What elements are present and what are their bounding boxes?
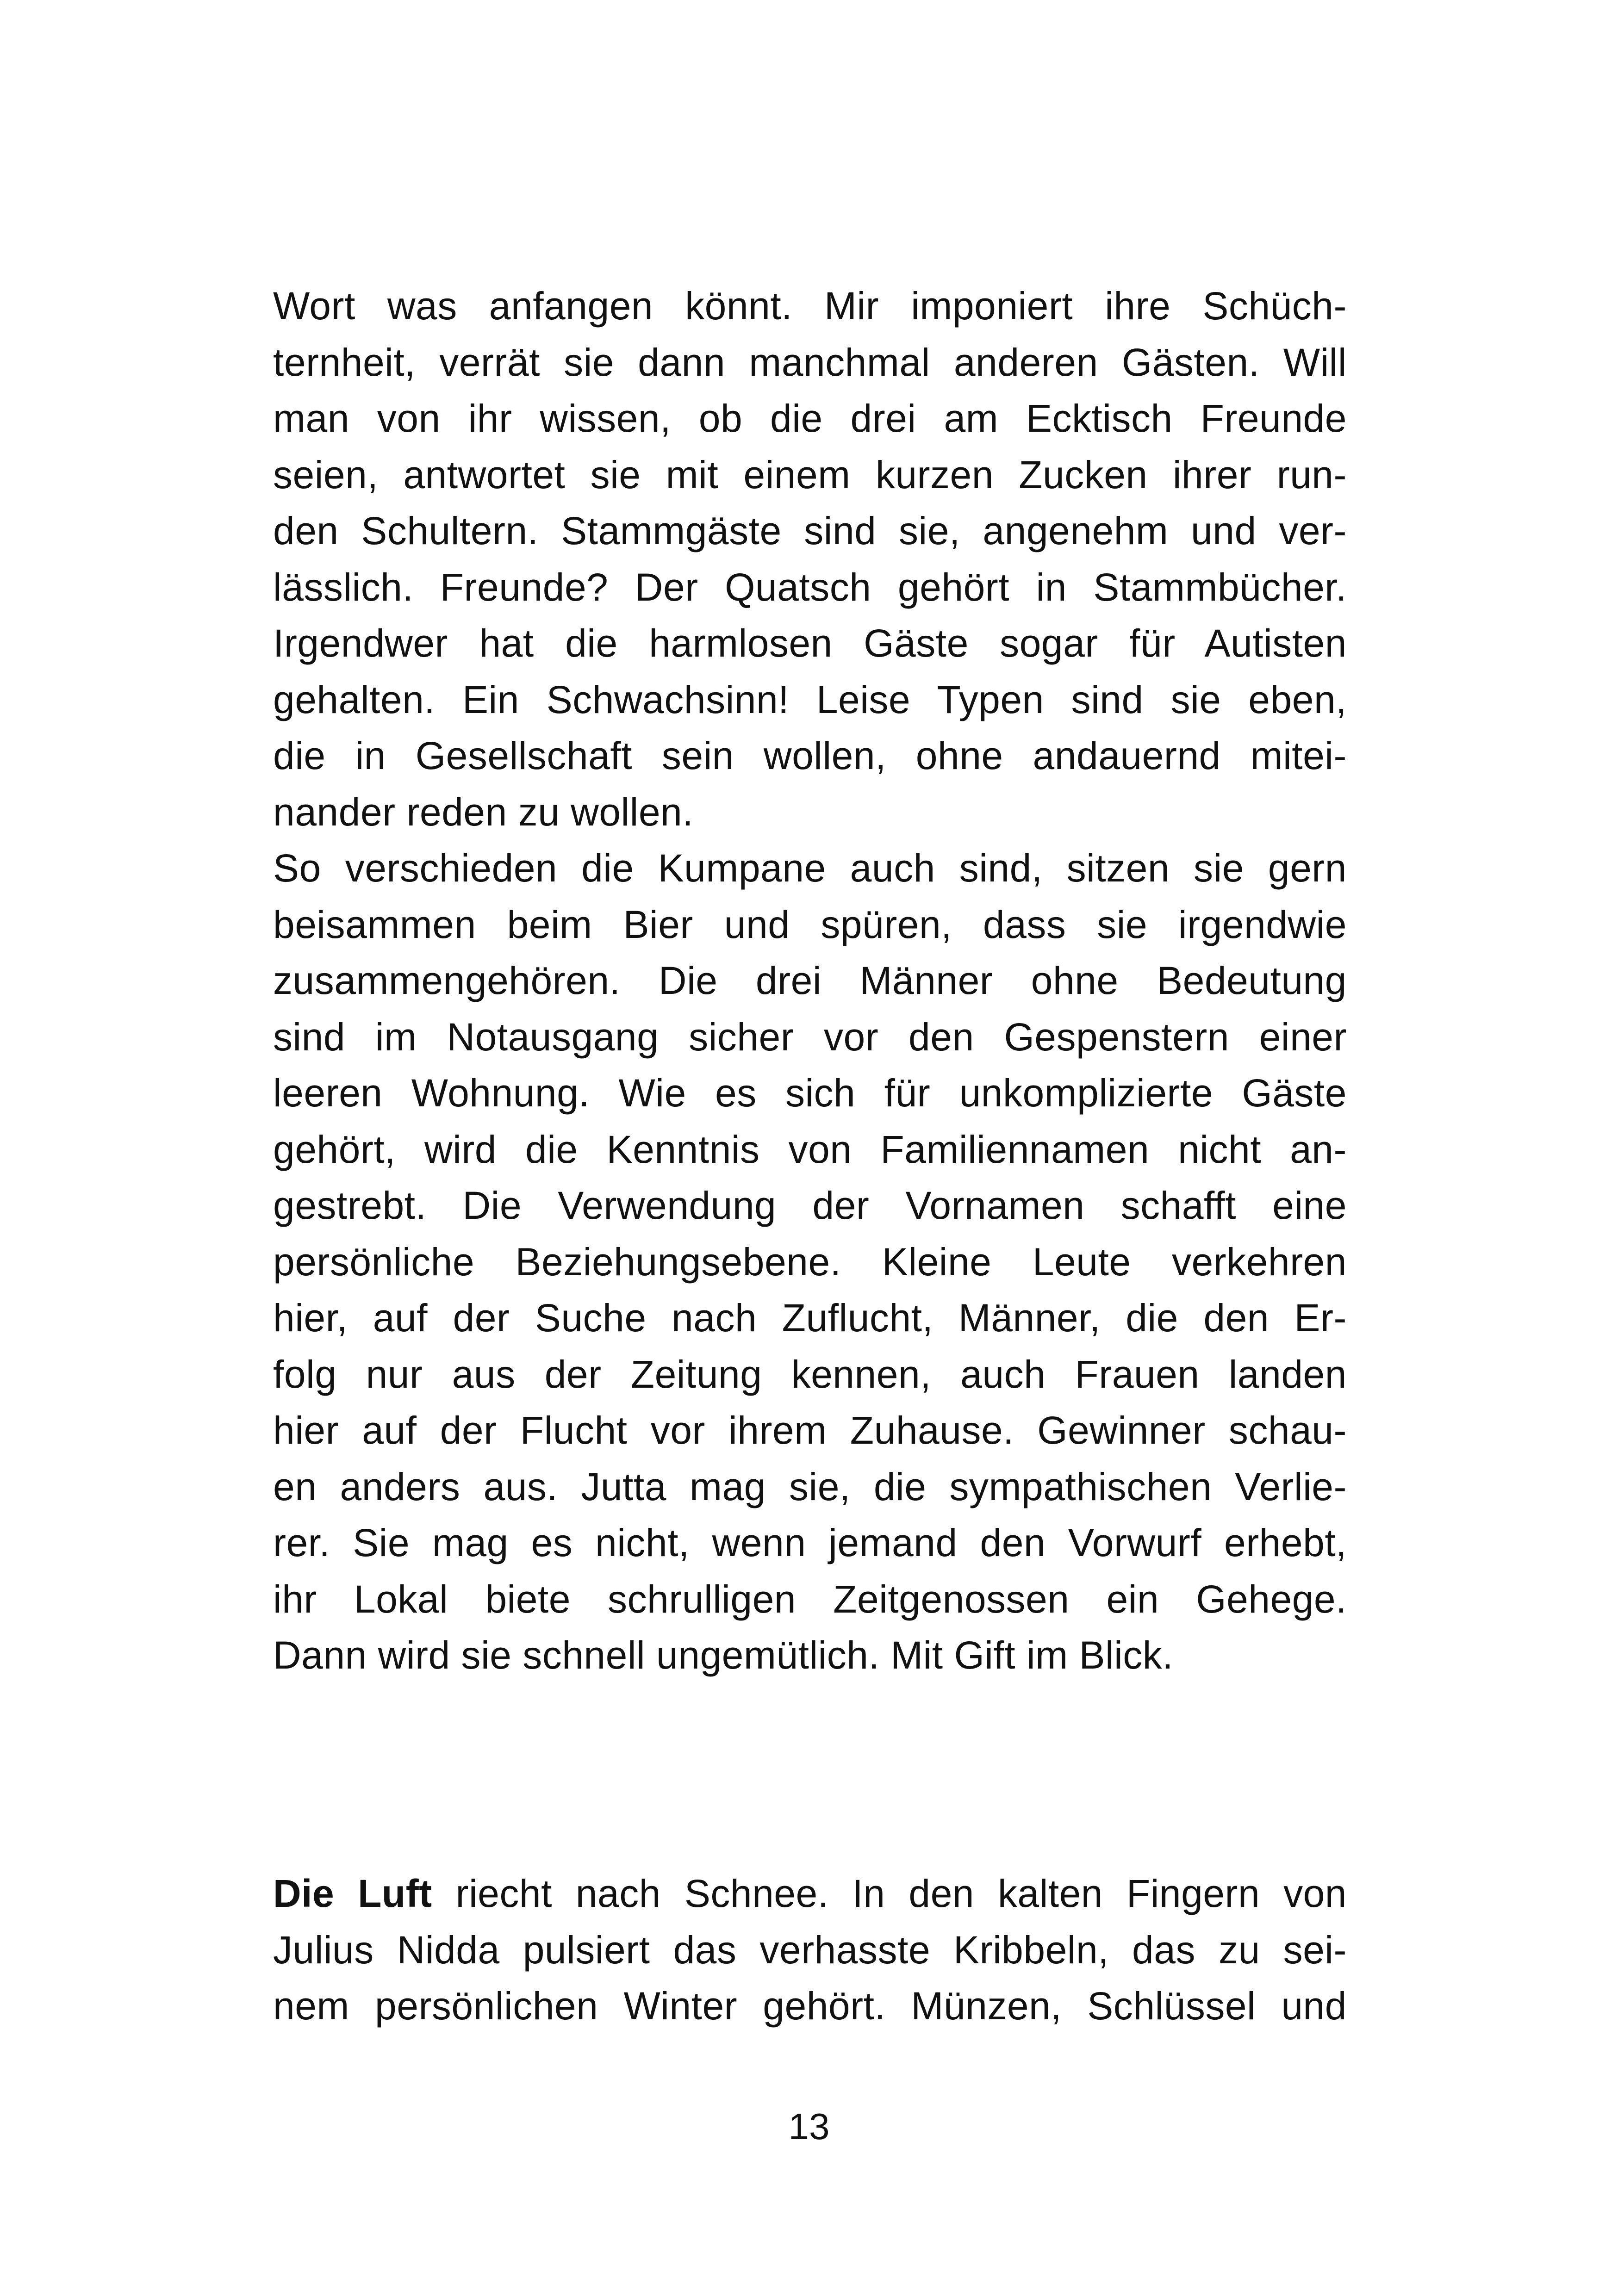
text-line: sind im Notausgang sicher vor den Gespenstern einer: [273, 1015, 1347, 1059]
text-line: hier, auf der Suche nach Zuflucht, Männer, die den Er-: [273, 1296, 1347, 1340]
text-line: persönliche Beziehungsebene. Kleine Leute verkehren: [273, 1240, 1347, 1284]
text-line: [273, 1866, 1347, 1922]
text-block-upper: [273, 278, 1347, 1684]
text-line: ternheit, verrät sie dann manchmal anderen Gästen. Will: [273, 340, 1347, 384]
text-line: die in Gesellschaft sein wollen, ohne andauernd mitei-: [273, 734, 1347, 777]
text-line: gehalten. Ein Schwachsinn! Leise Typen sind sie eben,: [273, 677, 1347, 721]
text-line: gestrebt. Die Verwendung der Vornamen schafft eine: [273, 1184, 1347, 1227]
text-line: ihr Lokal biete schrulligen Zeitgenossen ein Gehege.: [273, 1577, 1347, 1621]
text-line: Dann wird sie schnell ungemütlich. Mit Gift im Blick.: [273, 1633, 1174, 1677]
text-line: nander reden zu wollen.: [273, 790, 694, 834]
text-line: Julius Nidda pulsiert das verhasste Kribbeln, das zu sei-: [273, 1928, 1347, 1972]
text-line: lässlich. Freunde? Der Quatsch gehört in Stammbücher.: [273, 565, 1347, 609]
text-line: beisammen beim Bier und spüren, dass sie irgendwie: [273, 902, 1347, 946]
text-line: gehört, wird die Kenntnis von Familiennamen nicht an-: [273, 1127, 1347, 1171]
text-line-rest: riecht nach Schnee. In den kalten Fingern von: [432, 1872, 1347, 1915]
text-line: man von ihr wissen, ob die drei am Ecktisch Freunde: [273, 397, 1347, 440]
text-line: den Schultern. Stammgäste sind sie, angenehm und ver-: [273, 509, 1347, 552]
text-line: folg nur aus der Zeitung kennen, auch Frauen landen: [273, 1352, 1347, 1396]
page-number: 13: [788, 2106, 830, 2147]
section-lead-words: Die Luft: [273, 1872, 432, 1915]
text-line: nem persönlichen Winter gehört. Münzen, Schlüssel und: [273, 1984, 1347, 2028]
text-line: zusammengehören. Die drei Männer ohne Bedeutung: [273, 959, 1347, 1002]
text-block-lower: [273, 1866, 1347, 2035]
text-line: rer. Sie mag es nicht, wenn jemand den Vorwurf erhebt,: [273, 1521, 1347, 1564]
text-line: en anders aus. Jutta mag sie, die sympathischen Verlie-: [273, 1464, 1347, 1508]
text-line: Irgendwer hat die harmlosen Gäste sogar für Autisten: [273, 621, 1347, 665]
text-line: So verschieden die Kumpane auch sind, sitzen sie gern: [273, 846, 1347, 890]
text-line: seien, antwortet sie mit einem kurzen Zucken ihrer run-: [273, 453, 1347, 496]
text-line: Wort was anfangen könnt. Mir imponiert ihre Schüch-: [273, 284, 1347, 328]
text-line: leeren Wohnung. Wie es sich für unkomplizierte Gäste: [273, 1071, 1347, 1115]
text-line: hier auf der Flucht vor ihrem Zuhause. Gewinner schau-: [273, 1409, 1347, 1452]
